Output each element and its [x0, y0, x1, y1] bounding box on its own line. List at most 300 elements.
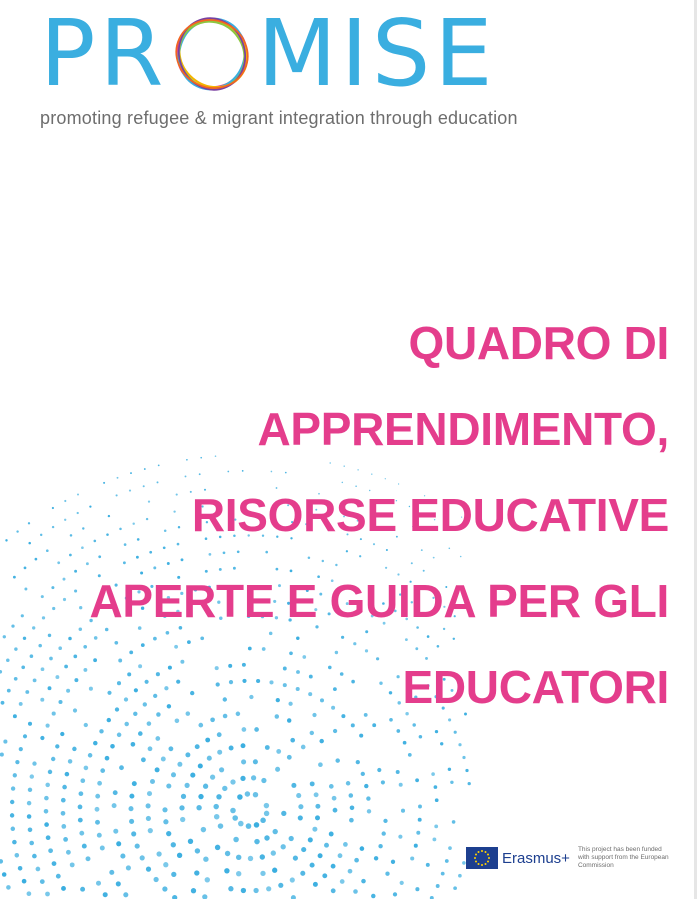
decorative-dot [162, 886, 167, 891]
decorative-dot [82, 844, 87, 849]
decorative-dot [195, 848, 200, 853]
decorative-dot [19, 747, 23, 751]
decorative-dot [385, 872, 389, 876]
decorative-dot [340, 879, 345, 884]
decorative-dot [290, 877, 295, 882]
decorative-dot [315, 804, 320, 809]
decorative-dot [116, 841, 121, 846]
eu-flag-icon [466, 847, 498, 869]
decorative-dot [314, 792, 319, 797]
decorative-dot [441, 872, 445, 876]
decorative-dot [403, 741, 407, 745]
decorative-dot [78, 805, 83, 810]
decorative-dot [378, 844, 382, 848]
decorative-dot [14, 677, 18, 681]
decorative-dot [298, 815, 303, 820]
decorative-dot [148, 746, 153, 751]
decorative-dot [191, 888, 196, 893]
decorative-dot [66, 850, 71, 855]
decorative-dot [454, 731, 457, 734]
decorative-dot [172, 895, 177, 899]
decorative-dot [188, 839, 193, 844]
decorative-dot [2, 872, 7, 877]
decorative-dot [431, 772, 435, 776]
decorative-dot [100, 846, 105, 851]
decorative-dot [27, 814, 32, 819]
decorative-dot [353, 889, 358, 894]
decorative-dot [418, 805, 422, 809]
decorative-dot [14, 647, 17, 650]
decorative-dot [335, 758, 339, 762]
decorative-dot [100, 768, 105, 773]
decorative-dot [254, 839, 259, 844]
decorative-dot [13, 714, 17, 718]
decorative-dot [0, 859, 3, 864]
decorative-dot [266, 886, 271, 891]
decorative-dot [254, 822, 260, 828]
decorative-dot [465, 769, 468, 772]
decorative-dot [201, 827, 206, 832]
decorative-dot [253, 759, 258, 764]
decorative-dot [260, 818, 266, 824]
decorative-dot [310, 731, 314, 735]
decorative-dot [236, 855, 241, 860]
decorative-dot [84, 766, 89, 771]
decorative-dot [203, 784, 208, 789]
decorative-dot [25, 690, 29, 694]
decorative-dot [399, 783, 403, 787]
decorative-dot [265, 745, 270, 750]
decorative-dot [3, 740, 7, 744]
title-line-4: APERTE E GUIDA PER GLI [89, 575, 669, 627]
decorative-dot [21, 614, 24, 617]
decorative-dot [156, 851, 161, 856]
decorative-dot [97, 781, 102, 786]
decorative-dot [123, 892, 128, 897]
decorative-dot [312, 827, 317, 832]
decorative-dot [246, 823, 252, 829]
decorative-dot [364, 784, 368, 788]
decorative-dot [416, 831, 420, 835]
decorative-dot [418, 818, 422, 822]
decorative-dot [260, 854, 265, 859]
decorative-dot [45, 892, 50, 897]
decorative-dot [181, 794, 186, 799]
decorative-dot [410, 856, 414, 860]
decorative-dot [166, 783, 171, 788]
decorative-dot [10, 813, 14, 817]
decorative-dot [264, 811, 269, 816]
decorative-dot [248, 856, 253, 861]
decorative-dot [293, 856, 298, 861]
decorative-dot [110, 744, 115, 749]
decorative-dot [436, 884, 440, 888]
decorative-dot [361, 772, 365, 776]
decorative-dot [241, 759, 246, 764]
decorative-dot [329, 784, 334, 789]
decorative-dot [445, 859, 449, 863]
decorative-dot [32, 761, 36, 765]
decorative-dot [408, 753, 412, 757]
decorative-dot [19, 702, 23, 706]
decorative-dot [366, 796, 370, 800]
decorative-dot [315, 815, 320, 820]
decorative-dot [109, 870, 114, 875]
decorative-dot [207, 756, 212, 761]
decorative-dot [276, 749, 281, 754]
decorative-dot [434, 785, 438, 789]
decorative-dot [202, 894, 207, 899]
logo-letters-end: MISE [257, 0, 497, 107]
decorative-dot [163, 862, 168, 867]
decorative-dot [415, 778, 419, 782]
decorative-dot [198, 794, 203, 799]
decorative-dot [48, 770, 52, 774]
decorative-dot [308, 837, 313, 842]
decorative-dot [32, 626, 35, 629]
decorative-dot [343, 842, 348, 847]
decorative-dot [105, 756, 110, 761]
decorative-dot [3, 635, 6, 638]
decorative-dot [61, 824, 66, 829]
decorative-dot [241, 743, 246, 748]
decorative-dot [86, 856, 91, 861]
decorative-dot [310, 863, 315, 868]
decorative-dot [296, 793, 301, 798]
decorative-dot [381, 780, 385, 784]
decorative-dot [70, 862, 75, 867]
decorative-dot [338, 853, 343, 858]
decorative-dot [128, 806, 133, 811]
decorative-dot [33, 679, 37, 683]
decorative-dot [155, 767, 160, 772]
decorative-dot [382, 831, 386, 835]
decorative-dot [264, 835, 269, 840]
decorative-dot [434, 825, 438, 829]
decorative-dot [38, 644, 42, 648]
decorative-dot [272, 868, 277, 873]
decorative-dot [281, 844, 286, 849]
decorative-dot [79, 831, 84, 836]
funding-note: This project has been funded with support from the European Commission [577, 846, 669, 869]
decorative-dot [171, 842, 176, 847]
decorative-dot [132, 781, 137, 786]
decorative-dot [16, 530, 18, 532]
decorative-dot [177, 853, 182, 858]
decorative-dot [322, 873, 327, 878]
decorative-dot [153, 877, 158, 882]
decorative-dot [233, 837, 239, 843]
decorative-dot [116, 881, 121, 886]
decorative-dot [30, 654, 34, 658]
decorative-dot [1, 701, 5, 705]
decorative-dot [35, 558, 38, 561]
decorative-dot [301, 847, 306, 852]
decorative-dot [23, 637, 26, 640]
decorative-dot [278, 883, 283, 888]
decorative-dot [205, 877, 210, 882]
decorative-dot [251, 775, 256, 780]
decorative-dot [113, 829, 118, 834]
decorative-dot [331, 864, 336, 869]
decorative-dot [271, 850, 276, 855]
decorative-dot [260, 871, 265, 876]
decorative-dot [346, 781, 351, 786]
decorative-dot [95, 794, 100, 799]
decorative-dot [359, 734, 363, 738]
decorative-dot [218, 823, 224, 829]
decorative-dot [229, 746, 234, 751]
decorative-dot [80, 778, 85, 783]
decorative-dot [414, 844, 418, 848]
decorative-dot [29, 841, 34, 846]
decorative-dot [426, 863, 430, 867]
decorative-dot [240, 776, 245, 781]
decorative-dot [275, 767, 280, 772]
decorative-dot [453, 886, 457, 890]
decorative-dot [95, 807, 100, 812]
decorative-dot [140, 855, 145, 860]
decorative-dot [28, 788, 32, 792]
decorative-dot [56, 874, 61, 879]
decorative-dot [161, 757, 166, 762]
decorative-dot [185, 752, 190, 757]
decorative-dot [40, 534, 42, 536]
decorative-dot [113, 790, 118, 795]
erasmus-program-label: Erasmus+ [502, 849, 570, 867]
decorative-dot [11, 827, 16, 832]
decorative-dot [300, 871, 305, 876]
title-line-5: EDUCATORI [402, 661, 669, 713]
decorative-dot [22, 879, 27, 884]
decorative-dot [5, 539, 7, 541]
decorative-dot [468, 782, 471, 785]
decorative-dot [7, 689, 11, 693]
decorative-dot [15, 853, 20, 858]
decorative-dot [245, 791, 250, 796]
decorative-dot [162, 807, 167, 812]
decorative-dot [88, 753, 93, 758]
decorative-dot [138, 731, 143, 736]
decorative-dot [60, 732, 64, 736]
decorative-dot [147, 791, 152, 796]
decorative-dot [126, 865, 131, 870]
decorative-dot [329, 832, 334, 837]
decorative-dot [419, 735, 423, 739]
decorative-dot [281, 811, 286, 816]
decorative-dot [61, 798, 66, 803]
decorative-dot [230, 779, 235, 784]
decorative-dot [129, 819, 134, 824]
decorative-dot [185, 783, 190, 788]
decorative-dot [348, 869, 353, 874]
decorative-dot [150, 779, 155, 784]
decorative-dot [63, 837, 68, 842]
decorative-dot [236, 871, 241, 876]
decorative-dot [313, 882, 318, 887]
decorative-dot [18, 866, 23, 871]
decorative-dot [190, 773, 195, 778]
decorative-dot [95, 820, 100, 825]
decorative-dot [42, 616, 45, 619]
decorative-dot [310, 781, 315, 786]
logo-wordmark [40, 0, 497, 107]
decorative-dot [398, 835, 402, 839]
decorative-dot [400, 881, 404, 885]
decorative-dot [97, 833, 102, 838]
decorative-dot [6, 659, 10, 663]
decorative-dot [217, 750, 222, 755]
title-line-1: QUADRO DI [408, 317, 669, 369]
decorative-dot [291, 783, 296, 788]
decorative-dot [23, 734, 27, 738]
decorative-dot [13, 773, 17, 777]
decorative-dot [129, 794, 134, 799]
decorative-dot [27, 891, 32, 896]
decorative-dot [319, 739, 323, 743]
decorative-dot [48, 848, 53, 853]
title-line-3: RISORSE EDUCATIVE [191, 489, 669, 541]
decorative-dot [440, 742, 443, 745]
decorative-dot [238, 821, 244, 827]
decorative-dot [44, 796, 49, 801]
decorative-dot [237, 794, 243, 800]
decorative-dot [219, 767, 224, 772]
decorative-dot [350, 806, 355, 811]
decorative-dot [24, 588, 27, 591]
decorative-dot [146, 816, 151, 821]
decorative-dot [30, 774, 34, 778]
decorative-dot [112, 803, 117, 808]
decorative-dot [264, 803, 269, 808]
decorative-dot [131, 742, 136, 747]
decorative-dot [27, 801, 32, 806]
decorative-dot [391, 860, 395, 864]
decorative-dot [68, 759, 73, 764]
decorative-dot [6, 885, 11, 890]
decorative-dot [432, 837, 436, 841]
decorative-dot [216, 794, 221, 799]
decorative-dot [198, 763, 203, 768]
promise-logo [40, 0, 560, 128]
decorative-dot [120, 854, 125, 859]
decorative-dot [435, 798, 439, 802]
decorative-dot [168, 746, 173, 751]
decorative-dot [61, 811, 66, 816]
decorative-dot [224, 868, 229, 873]
decorative-dot [45, 783, 50, 788]
decorative-dot [24, 567, 27, 570]
decorative-dot [273, 829, 278, 834]
decorative-dot [171, 872, 176, 877]
decorative-dot [41, 595, 44, 598]
decorative-dot [217, 732, 222, 737]
decorative-dot [12, 840, 17, 845]
decorative-dot [205, 738, 210, 743]
decorative-dot [195, 744, 200, 749]
decorative-dot [171, 772, 176, 777]
decorative-dot [51, 757, 55, 761]
decorative-dot [356, 760, 360, 764]
decorative-dot [28, 522, 30, 524]
decorative-dot [0, 753, 4, 757]
decorative-dot [40, 736, 44, 740]
decorative-dot [383, 819, 387, 823]
decorative-dot [78, 818, 83, 823]
decorative-dot [96, 881, 101, 886]
decorative-dot [361, 879, 366, 884]
decorative-dot [28, 722, 32, 726]
decorative-dot [146, 867, 151, 872]
decorative-dot [163, 819, 168, 824]
decorative-dot [435, 730, 438, 733]
decorative-dot [349, 793, 354, 798]
decorative-dot [396, 770, 400, 774]
decorative-dot [80, 887, 85, 892]
decorative-dot [13, 576, 16, 579]
decorative-dot [241, 888, 246, 893]
decorative-dot [301, 745, 306, 750]
decorative-dot [222, 786, 227, 791]
erasmus-funding-badge [466, 838, 686, 878]
decorative-dot [41, 667, 45, 671]
decorative-dot [458, 874, 462, 878]
decorative-dot [40, 698, 44, 702]
decorative-dot [15, 760, 19, 764]
decorative-dot [146, 803, 151, 808]
decorative-dot [448, 768, 451, 771]
title-line-2: APPRENDIMENTO, [257, 403, 669, 455]
decorative-dot [46, 835, 51, 840]
decorative-dot [354, 858, 359, 863]
decorative-dot [287, 755, 292, 760]
decorative-dot [331, 888, 336, 893]
decorative-dot [177, 762, 182, 767]
decorative-dot [318, 762, 323, 767]
decorative-dot [141, 757, 146, 762]
decorative-dot [290, 738, 295, 743]
document-title [49, 300, 669, 730]
colorful-ring-icon [169, 11, 255, 97]
decorative-dot [232, 815, 238, 821]
decorative-dot [324, 843, 329, 848]
decorative-dot [79, 791, 84, 796]
decorative-dot [448, 846, 452, 850]
decorative-dot [367, 809, 371, 813]
decorative-dot [55, 744, 59, 748]
decorative-dot [360, 846, 365, 851]
decorative-dot [462, 756, 465, 759]
decorative-dot [415, 887, 419, 891]
decorative-dot [65, 772, 70, 777]
decorative-dot [0, 670, 2, 674]
decorative-dot [291, 895, 296, 899]
decorative-dot [371, 894, 375, 898]
decorative-dot [450, 781, 453, 784]
decorative-dot [11, 786, 15, 790]
decorative-dot [61, 886, 66, 891]
decorative-dot [36, 867, 41, 872]
decorative-dot [40, 879, 45, 884]
logo-letters-start: PR [40, 0, 168, 107]
decorative-dot [225, 851, 230, 856]
decorative-dot [52, 861, 57, 866]
decorative-dot [332, 796, 337, 801]
decorative-dot [318, 853, 323, 858]
decorative-dot [148, 828, 153, 833]
decorative-dot [253, 888, 258, 893]
decorative-dot [28, 828, 33, 833]
